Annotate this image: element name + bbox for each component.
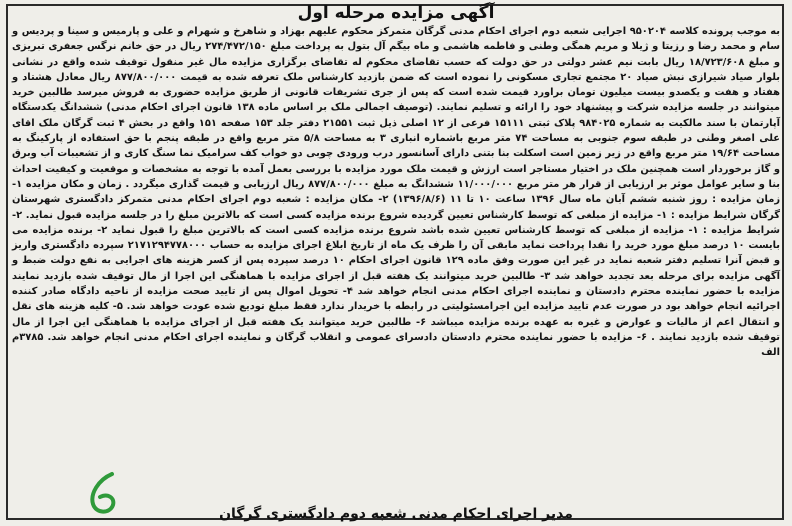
notice-body: به موجب پرونده کلاسه ۹۵۰۲۰۴ اجرایی شعبه دوم اجرای احکام مدنی گرگان متمرکز محکوم علیهم بهزاد و شاهرخ و شهرام و علی و پارمیس و سینا و پردیس و سام و محمد رضا و رزیتا و ژیلا و مریم همگی وطنی و فاطمه هاشمی و ماه بیگم آل بتول به پرداخت مبلغ ۲۷۴/۴۷۲/۱۵۰ ریال در حق خانم نرگس جعفری تبریزی و مبلغ ۱۸/۷۲۳/۶۰۸ ریال بابت نیم عشر دولتی در حق دولت که حسب تقاضای محکوم له تقاضای برگزاری مزایده مال غیر منقول توقیف شده واقع در نشانی بلوار صیاد شیرازی نبش صیاد ۲۰ مجتمع تجاری مسکونی را نموده است که ضمن بازدید کارشناس ملک تعرفه شده به قیمت ۸۷۷/۸۰۰/۰۰۰ ریال معادل هشتاد و هفتاد و هفت و یکصدو بیست میلیون تومان براورد قیمت شده است که پس از جری تشریفات قانونی از طریق مزایده حضوری به فروش میرسد طالبین خرید میتوانند در جلسه مزایده شرکت و پیشنهاد خود را ارائه و تسلیم نمایند. (توصیف اجمالی ملک بر اساس ماده ۱۳۸ قانون اجرای احکام مدنی) ششدانگ یکدستگاه آپارتمان با سند مالکیت به شماره ۹۸۴۰۲۵ پلاک ثبتی ۱۵۱۱۱ فرعی از ۱۲ اصلی ذیل ثبت ۲۱۵۵۱ دفتر جلد ۱۵۳ صفحه ۱۵۱ واقع در بخش ۴ ثبت گرگان ملک اقای علی اصغر وطنی در طبقه سوم جنوبی به مساحت ۷۴ متر مربع باشماره انباری ۳ به مساحت ۵/۸ متر مربع واقع در طبقه پنجم با حق استفاده از پارکینگ به مساحت ۱۹/۶۴ متر مربع واقع در زیر زمین است اسکلت بنا بتنی دارای آسانسور درب ورودی چوبی دو خواب کف سرامیک نما سنگ کاری و از تشعیبات آب وبرق و گاز برخوردار است همچنین ملک در اختیار مستاجر است ارزش و قیمت ملک مورد مزایده با بررسی بعمل آمده با توجه به مشخصات و موقعیت و کیفیت احداث بنا و سایر عوامل موثر بر ارزیابی از قرار هر متر مربع ۱۱/۰۰۰/۰۰۰ ششدانگ به مبلغ ۸۷۷/۸۰۰/۰۰۰ ریال ارزیابی و قیمت گذاری میگردد . زمان و مکان مزایده ۱- زمان مزایده : روز شنبه ششم آبان ماه سال ۱۳۹۶ ساعت ۱۰ تا ۱۱ (۱۳۹۶/۸/۶) ۲- مکان مزایده : شعبه دوم اجرای احکام مدنی متمرکز دادگستری شهرستان گرگان شرایط مزایده : ۱- مزایده از مبلغی که توسط کارشناس تعیین گردیده شروع برنده مزایده کسی است که بالاترین مبلغ را در جلسه مزایده قبول نماید. ۲- شرایط مزایده : ۱- مزایده از مبلغی که توسط کارشناس تعیین شده باشد شروع برنده مزایده کسی است که بالاترین مبلغ را قبول نماید ۲- برنده مزایده می بایست ۱۰ درصد مبلغ مورد خرید را نقدا پرداخت نماید مابقی آن را ظرف یک ماه از تاریخ ابلاغ اجرای مزایده به حساب ۲۱۷۱۲۹۴۷۷۸۰۰۰ سپرده دادگستری واریز و قبض آنرا تسلیم دفتر شعبه نماید در غیر این صورت وفق ماده ۱۲۹ قانون اجرای احکام ۱۰ درصد سپرده پس از کسر هزینه های اجرایی به نفع دولت ضبط و آگهی مزایده برای مرحله بعد تجدید خواهد شد ۳- طالبین خرید میتوانند یک هفته قبل از اجرای مزایده با هماهنگی این اجرا از مال توقیف شده بازدید نمایند مزایده با حضور نماینده محترم دادستان و نماینده اجرای احکام مدنی انجام خواهد شد ۴- تحویل اموال پس از تایید صحت مزایده از ناحیه دادگاه صادر کننده اجرائیه انجام خواهد بود در صورت عدم تایید مزایده این اجرامسئولیتی در رابطه با خریدار ندارد فقط مبلغ تودیع شده عودت خواهد شد. ۵- کلیه هزینه های نقل و انتقال اعم از مالیات و عوارض و غیره به عهده برنده مزایده میباشد ۶- طالبین خرید میتوانند یک هفته قبل از اجرای مزایده با هماهنگی این اجرا از مال توقیف شده بازدید نمایند . ۶- مزایده با حضور نماینده محترم دادستان دادسرای عمومی و انقلاب گرگان و نماینده اجرای احکام مدنی انجام خواهد شد. ۳۷۸۵م الف bbox=[12, 26, 781, 359]
notice-title: آگهی مزایده مرحله اول bbox=[297, 3, 495, 23]
notice-signature: مدیر اجرای احکام مدنی شعبه دوم دادگستری گرگان bbox=[219, 506, 573, 522]
handwritten-mark bbox=[84, 470, 124, 516]
